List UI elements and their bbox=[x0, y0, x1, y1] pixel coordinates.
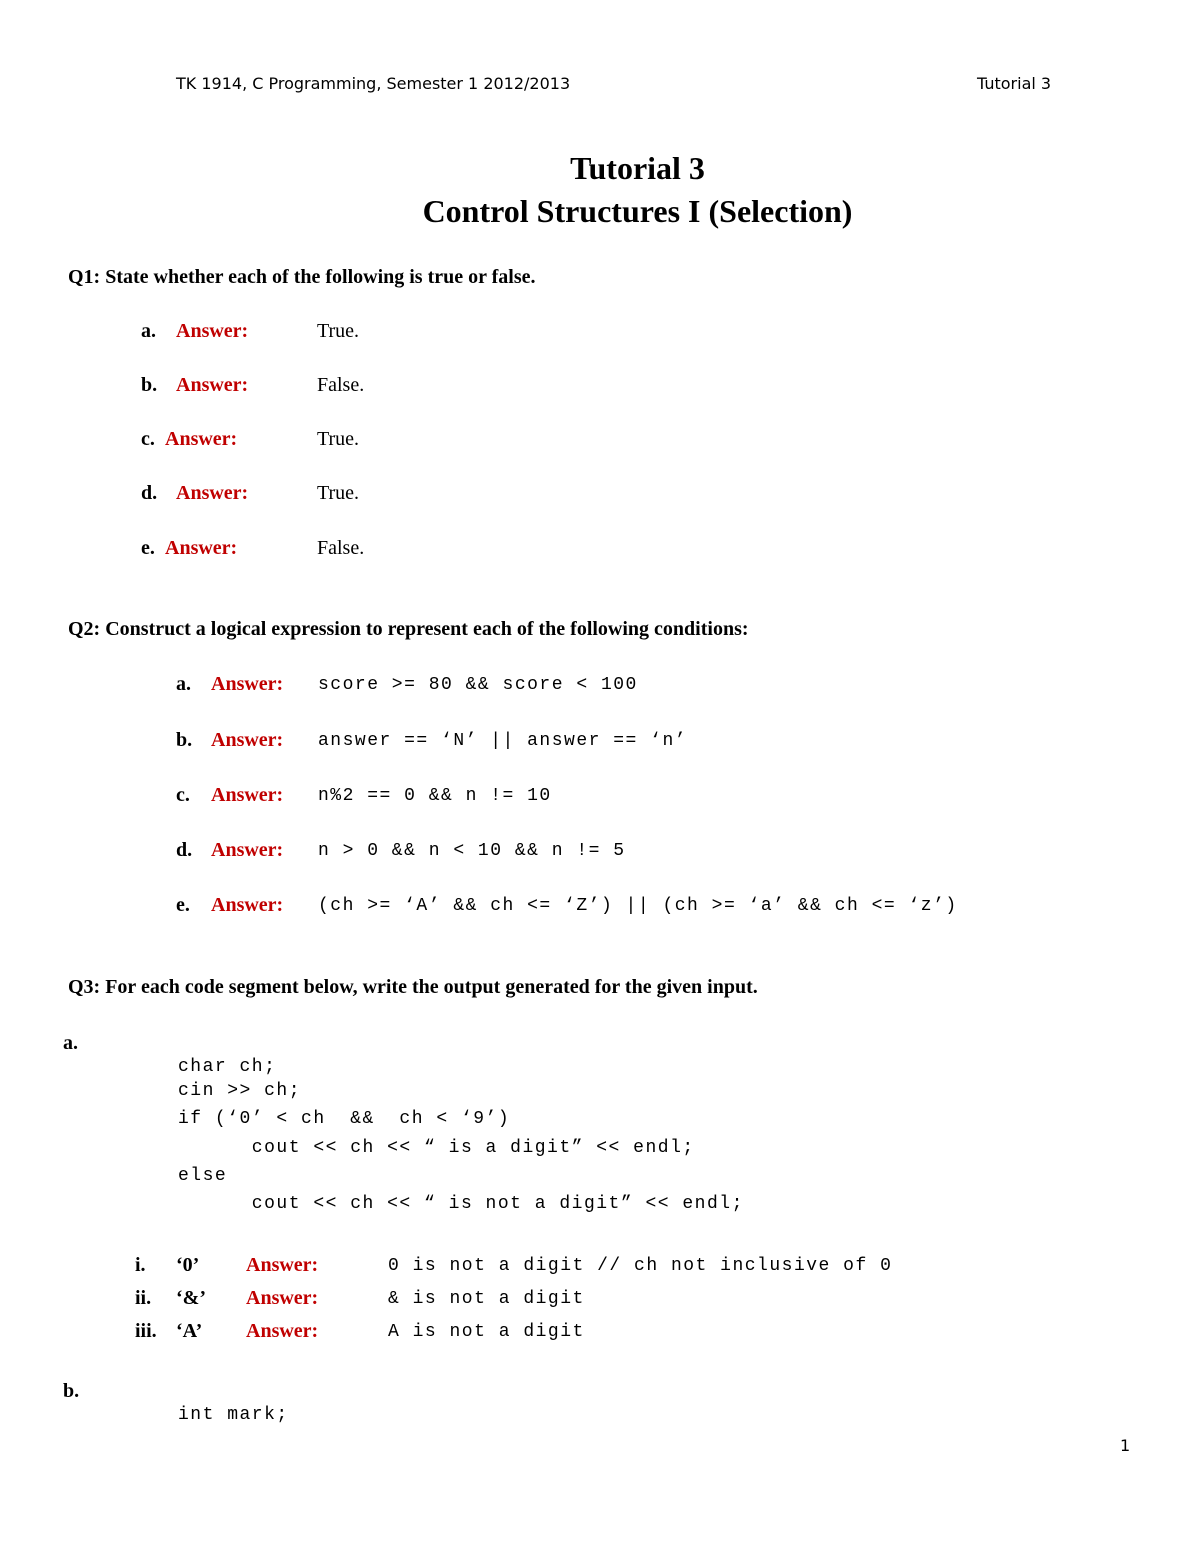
answer-label: Answer: bbox=[246, 1287, 319, 1309]
code-line: cout << ch << “ is a digit” << endl; bbox=[178, 1138, 695, 1158]
code-line: char ch; bbox=[178, 1057, 277, 1077]
code-line: if (‘0’ < ch && ch < ‘9’) bbox=[178, 1109, 511, 1129]
q3-part-a-label: a. bbox=[63, 1032, 78, 1054]
q1-item-label: d. bbox=[141, 482, 158, 504]
header-left: TK 1914, C Programming, Semester 1 2012/2013 bbox=[176, 74, 571, 93]
answer-label: Answer: bbox=[176, 320, 249, 342]
header-right: Tutorial 3 bbox=[977, 74, 1052, 93]
q1-item-value: False. bbox=[317, 374, 365, 396]
q2-item-label: e. bbox=[176, 894, 190, 916]
code-line: int mark; bbox=[178, 1405, 289, 1425]
code-line: cout << ch << “ is not a digit” << endl; bbox=[178, 1194, 744, 1214]
q3-answer-output: A is not a digit bbox=[388, 1322, 585, 1342]
answer-label: Answer: bbox=[165, 428, 238, 450]
answer-label: Answer: bbox=[211, 784, 284, 806]
q2-expression: (ch >= ‘A’ && ch <= ‘Z’) || (ch >= ‘a’ && ch <= ‘z’) bbox=[318, 896, 958, 916]
answer-label: Answer: bbox=[246, 1320, 319, 1342]
q1-heading: Q1: State whether each of the following is true or false. bbox=[68, 266, 536, 288]
q2-heading: Q2: Construct a logical expression to represent each of the following conditions: bbox=[68, 618, 749, 640]
q1-item-value: True. bbox=[317, 428, 360, 450]
page-subtitle: Control Structures I (Selection) bbox=[422, 193, 853, 229]
q1-item-label: a. bbox=[141, 320, 156, 342]
answer-label: Answer: bbox=[246, 1254, 319, 1276]
answer-label: Answer: bbox=[211, 673, 284, 695]
page-number: 1 bbox=[1120, 1436, 1131, 1455]
q2-expression: answer == ‘N’ || answer == ‘n’ bbox=[318, 731, 688, 751]
answer-label: Answer: bbox=[211, 729, 284, 751]
q3-answer-input: ‘0’ bbox=[176, 1254, 200, 1276]
q1-item-value: False. bbox=[317, 537, 365, 559]
answer-label: Answer: bbox=[165, 537, 238, 559]
q3-answer-input: ‘&’ bbox=[176, 1287, 206, 1309]
q2-item-label: b. bbox=[176, 729, 193, 751]
q3-answer-output: & is not a digit bbox=[388, 1289, 585, 1309]
answer-label: Answer: bbox=[211, 839, 284, 861]
q3-part-b-label: b. bbox=[63, 1380, 80, 1402]
q3-answer-input: ‘A’ bbox=[176, 1320, 203, 1342]
answer-label: Answer: bbox=[176, 482, 249, 504]
q2-expression: score >= 80 && score < 100 bbox=[318, 675, 638, 695]
page-title: Tutorial 3 bbox=[570, 150, 705, 186]
answer-label: Answer: bbox=[211, 894, 284, 916]
q1-item-label: e. bbox=[141, 537, 155, 559]
q3-answer-label: ii. bbox=[135, 1287, 152, 1309]
q1-item-label: c. bbox=[141, 428, 155, 450]
q2-expression: n%2 == 0 && n != 10 bbox=[318, 786, 552, 806]
q1-item-label: b. bbox=[141, 374, 158, 396]
answer-label: Answer: bbox=[176, 374, 249, 396]
q3-answer-label: i. bbox=[135, 1254, 146, 1276]
q1-item-value: True. bbox=[317, 320, 360, 342]
q3-answer-output: 0 is not a digit // ch not inclusive of 0 bbox=[388, 1256, 893, 1276]
q2-item-label: a. bbox=[176, 673, 191, 695]
q2-expression: n > 0 && n < 10 && n != 5 bbox=[318, 841, 626, 861]
q3-heading: Q3: For each code segment below, write the output generated for the given input. bbox=[68, 976, 758, 998]
q3-answer-label: iii. bbox=[135, 1320, 157, 1342]
q2-item-label: c. bbox=[176, 784, 190, 806]
q1-item-value: True. bbox=[317, 482, 360, 504]
code-line: cin >> ch; bbox=[178, 1081, 302, 1101]
code-line: else bbox=[178, 1166, 228, 1186]
q2-item-label: d. bbox=[176, 839, 193, 861]
